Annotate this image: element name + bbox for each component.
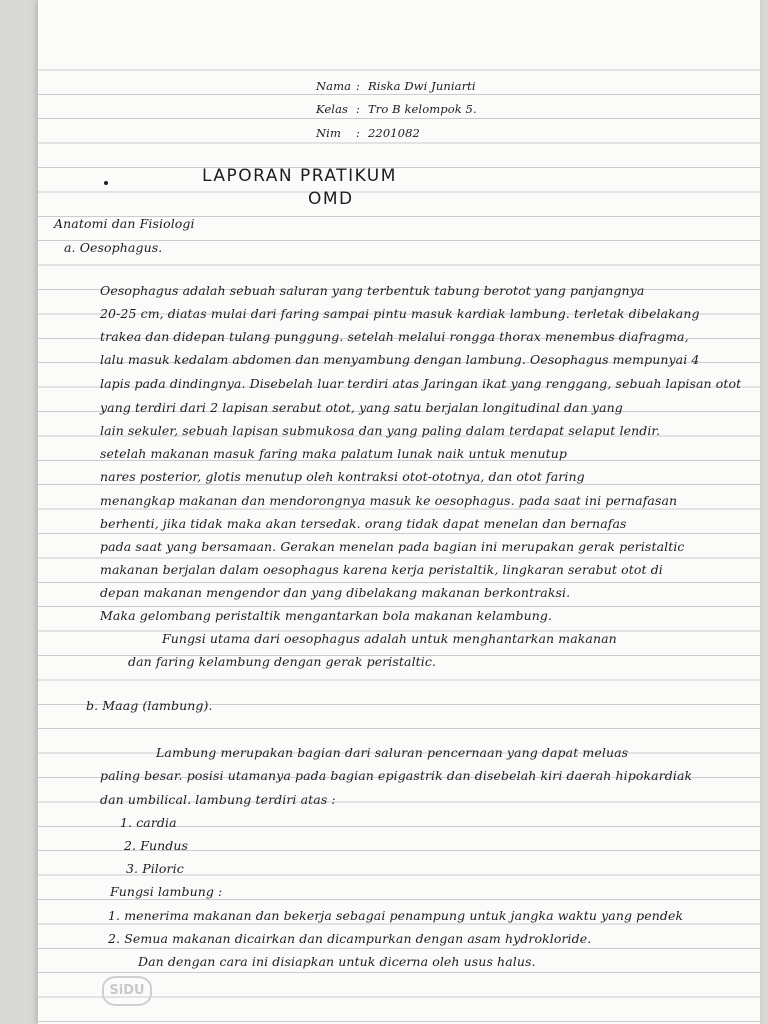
name-label: Nama bbox=[316, 79, 352, 93]
section-b-line: paling besar. posisi utamanya pada bagian epigastrik dan disebelah kiri daerah hipokardiak bbox=[100, 768, 693, 783]
section-a-line: lain sekuler, sebuah lapisan submukosa dan yang paling dalam terdapat selaput lendir. bbox=[100, 423, 661, 438]
nim-label: Nim bbox=[316, 126, 341, 140]
section-a-line: dan faring kelambung dengan gerak peristaltic. bbox=[128, 654, 437, 669]
brand-logo: SiDU bbox=[102, 976, 152, 1006]
bullet-dot bbox=[104, 181, 108, 185]
section-a-line: Oesophagus adalah sebuah saluran yang terbentuk tabung berotot yang panjangnya bbox=[100, 283, 645, 298]
section-b-subheading: Fungsi lambung : bbox=[110, 884, 223, 899]
section-b-list-item: 1. cardia bbox=[120, 815, 177, 830]
section-a-line: setelah makanan masuk faring maka palatum lunak naik untuk menutup bbox=[100, 446, 567, 461]
nim-value: 2201082 bbox=[368, 126, 420, 140]
section-a-line: depan makanan mengendor dan yang dibelakang makanan berkontraksi. bbox=[100, 585, 571, 600]
section-b-list-item: 3. Piloric bbox=[126, 861, 184, 876]
section-b-list-item: 2. Fundus bbox=[124, 838, 189, 853]
section-a-heading: a. Oesophagus. bbox=[64, 240, 163, 255]
document-subtitle: Anatomi dan Fisiologi bbox=[54, 216, 195, 231]
colon: : bbox=[356, 126, 360, 140]
section-b-function-item: 2. Semua makanan dicairkan dan dicampurkan dengan asam hydrokloride. bbox=[108, 931, 592, 946]
section-b-line: dan umbilical. lambung terdiri atas : bbox=[100, 792, 336, 807]
page-top-margin bbox=[38, 0, 760, 46]
section-a-line: menangkap makanan dan mendorongnya masuk ke oesophagus. pada saat ini pernafasan bbox=[100, 493, 678, 508]
section-a-line: 20-25 cm, diatas mulai dari faring sampai pintu masuk kardiak lambung. terletak dibelakang bbox=[100, 306, 700, 321]
section-a-line: trakea dan didepan tulang punggung. setelah melalui rongga thorax menembus diafragma, bbox=[100, 329, 689, 344]
section-b-line: Lambung merupakan bagian dari saluran pencernaan yang dapat meluas bbox=[156, 745, 629, 760]
section-b-line: Dan dengan cara ini disiapkan untuk dicerna oleh usus halus. bbox=[138, 954, 536, 969]
section-b-function-item: 1. menerima makanan dan bekerja sebagai penampung untuk jangka waktu yang pendek bbox=[108, 908, 684, 923]
section-a-line: nares posterior, glotis menutup oleh kontraksi otot-ototnya, dan otot faring bbox=[100, 469, 585, 484]
report-title: LAPORAN PRATIKUM bbox=[202, 166, 397, 186]
class-value: Tro B kelompok 5. bbox=[368, 102, 477, 116]
section-a-line: pada saat yang bersamaan. Gerakan menelan pada bagian ini merupakan gerak peristaltic bbox=[100, 539, 685, 554]
section-a-line: lalu masuk kedalam abdomen dan menyambung dengan lambung. Oesophagus mempunyai 4 bbox=[100, 352, 700, 367]
section-a-line: yang terdiri dari 2 lapisan serabut otot, yang satu berjalan longitudinal dan yang bbox=[100, 400, 623, 415]
section-a-line: Fungsi utama dari oesophagus adalah untuk menghantarkan makanan bbox=[162, 631, 617, 646]
section-a-line: Maka gelombang peristaltik mengantarkan bola makanan kelambung. bbox=[100, 608, 553, 623]
notebook-page bbox=[38, 0, 760, 1024]
section-a-line: makanan berjalan dalam oesophagus karena kerja peristaltik, lingkaran serabut otot di bbox=[100, 562, 663, 577]
section-b-heading: b. Maag (lambung). bbox=[86, 698, 213, 713]
colon: : bbox=[356, 79, 360, 93]
section-a-line: lapis pada dindingnya. Disebelah luar terdiri atas Jaringan ikat yang renggang, sebuah lapisan otot bbox=[100, 376, 742, 391]
report-subject: OMD bbox=[308, 189, 354, 209]
name-value: Riska Dwi Juniarti bbox=[368, 79, 476, 93]
colon: : bbox=[356, 102, 360, 116]
section-a-line: berhenti, jika tidak maka akan tersedak. orang tidak dapat menelan dan bernafas bbox=[100, 516, 627, 531]
class-label: Kelas bbox=[316, 102, 349, 116]
